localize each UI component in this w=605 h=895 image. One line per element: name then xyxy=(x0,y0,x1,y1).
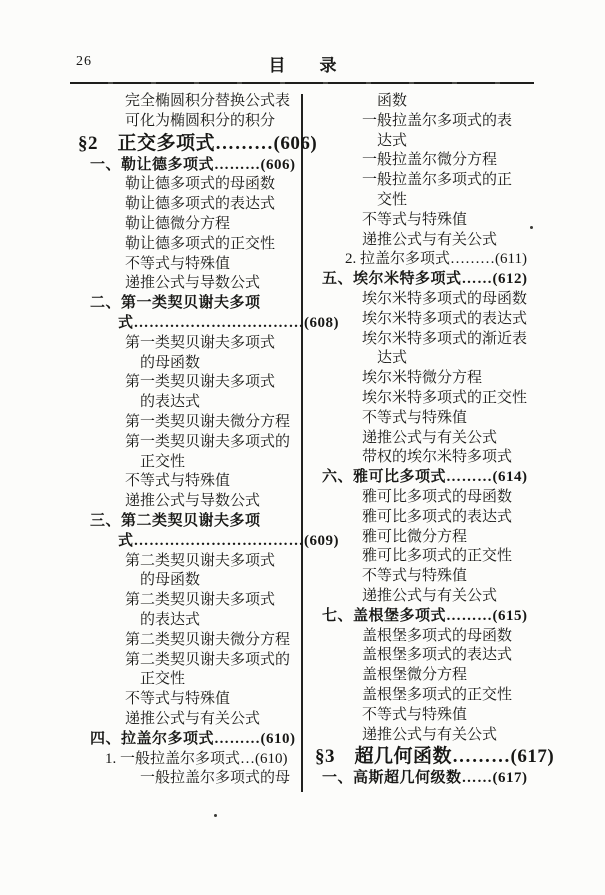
toc-entry: 一、高斯超几何级数……(617) xyxy=(322,770,528,787)
toc-entry: 不等式与特殊值 xyxy=(362,211,468,228)
toc-entry: 的母函数 xyxy=(140,354,201,371)
toc-entry: 盖根堡多项式的正交性 xyxy=(362,686,513,703)
toc-entry: 的表达式 xyxy=(140,394,201,411)
toc-entry: 二、第一类契贝谢夫多项 xyxy=(90,295,261,312)
toc-entry: 递推公式与导数公式 xyxy=(125,275,261,292)
toc-entry: 埃尔米特多项式的表达式 xyxy=(362,310,528,327)
toc-entry: 一、勒让德多项式………(606) xyxy=(90,156,296,173)
toc-entry: 第二类契贝谢夫微分方程 xyxy=(125,631,291,648)
toc-entry: 雅可比多项式的表达式 xyxy=(362,508,513,525)
toc-entry: 递推公式与有关公式 xyxy=(362,231,498,248)
toc-entry: 递推公式与有关公式 xyxy=(362,726,498,743)
toc-entry: 第二类契贝谢夫多项式 xyxy=(125,552,276,569)
toc-column-right xyxy=(315,92,555,789)
toc-entry: 雅可比多项式的正交性 xyxy=(362,548,513,565)
toc-entry: 式……………………………(609) xyxy=(118,532,339,549)
toc-entry: 正交性 xyxy=(140,671,186,688)
toc-entry: 雅可比多项式的母函数 xyxy=(362,488,513,505)
toc-entry: 2. 拉盖尔多项式………(611) xyxy=(345,251,527,268)
toc-entry: 第一类契贝谢夫微分方程 xyxy=(125,413,291,430)
toc-entry: 勒让德微分方程 xyxy=(125,215,231,232)
toc-entry: 第一类契贝谢夫多项式的 xyxy=(125,433,291,450)
toc-entry: 带权的埃尔米特多项式 xyxy=(362,449,513,466)
toc-entry: 盖根堡多项式的母函数 xyxy=(362,627,513,644)
page-number: 26 xyxy=(76,54,92,69)
toc-entry: 一般拉盖尔多项式的表 xyxy=(362,112,513,129)
toc-entry: 第一类契贝谢夫多项式 xyxy=(125,374,276,391)
toc-entry: 不等式与特殊值 xyxy=(362,409,468,426)
toc-entry: 七、盖根堡多项式………(615) xyxy=(322,607,528,624)
toc-column-left xyxy=(78,92,339,789)
toc-entry: 第二类契贝谢夫多项式的 xyxy=(125,651,291,668)
toc-entry: 函数 xyxy=(377,93,408,109)
toc-entry: 第二类契贝谢夫多项式 xyxy=(125,592,276,609)
toc-entry: 一般拉盖尔微分方程 xyxy=(362,152,498,169)
toc-entry: 正交性 xyxy=(140,453,186,470)
toc-entry: 埃尔米特多项式的母函数 xyxy=(362,290,528,307)
toc-entry: 四、拉盖尔多项式………(610) xyxy=(90,730,296,747)
scan-speck xyxy=(530,226,533,229)
toc-entry: 的母函数 xyxy=(140,572,201,589)
toc-entry: 一般拉盖尔多项式的母 xyxy=(140,770,291,787)
toc-entry: 第一类契贝谢夫多项式 xyxy=(125,334,276,351)
toc-entry: 勒让德多项式的正交性 xyxy=(125,235,276,252)
toc-entry: 勒让德多项式的表达式 xyxy=(125,196,276,213)
toc-entry: 递推公式与有关公式 xyxy=(125,710,261,727)
toc-entry: 不等式与特殊值 xyxy=(125,473,231,490)
toc-entry: 可化为椭圆积分的积分 xyxy=(125,112,276,129)
toc-entry: 不等式与特殊值 xyxy=(125,691,231,708)
toc-entry: 埃尔米特多项式的正交性 xyxy=(362,389,528,406)
toc-entry: 不等式与特殊值 xyxy=(362,706,468,723)
toc-entry: 递推公式与有关公式 xyxy=(362,587,498,604)
toc-entry: 盖根堡多项式的表达式 xyxy=(362,647,513,664)
toc-entry: 不等式与特殊值 xyxy=(362,568,468,585)
page-header-title: 目 录 xyxy=(268,56,337,75)
toc-entry: 埃尔米特多项式的渐近表 xyxy=(362,330,528,347)
toc-entry: 不等式与特殊值 xyxy=(125,255,231,272)
toc-entry: §3 超几何函数………(617) xyxy=(315,746,555,768)
toc-entry: 一般拉盖尔多项式的正 xyxy=(362,172,513,189)
toc-entry: 埃尔米特微分方程 xyxy=(362,370,483,387)
toc-entry: 三、第二类契贝谢夫多项 xyxy=(90,512,261,529)
toc-entry: 完全椭圆积分替换公式表 xyxy=(125,93,291,109)
toc-entry: 1. 一般拉盖尔多项式…(610) xyxy=(105,750,288,767)
toc-entry: 达式 xyxy=(377,350,408,367)
toc-entry: 式……………………………(608) xyxy=(118,314,339,331)
toc-entry: 的表达式 xyxy=(140,611,201,628)
scan-speck xyxy=(214,814,217,817)
toc-entry: §2 正交多项式………(606) xyxy=(78,132,318,154)
header-rule xyxy=(70,82,534,84)
toc-entry: 达式 xyxy=(377,132,408,149)
toc-entry: 五、埃尔米特多项式……(612) xyxy=(322,271,528,288)
toc-entry: 六、雅可比多项式………(614) xyxy=(322,469,528,486)
toc-entry: 交性 xyxy=(377,191,408,208)
toc-entry: 盖根堡微分方程 xyxy=(362,667,468,684)
toc-entry: 递推公式与导数公式 xyxy=(125,493,261,510)
toc-entry: 雅可比微分方程 xyxy=(362,528,468,545)
toc-entry: 递推公式与有关公式 xyxy=(362,429,498,446)
toc-entry: 勒让德多项式的母函数 xyxy=(125,176,276,193)
